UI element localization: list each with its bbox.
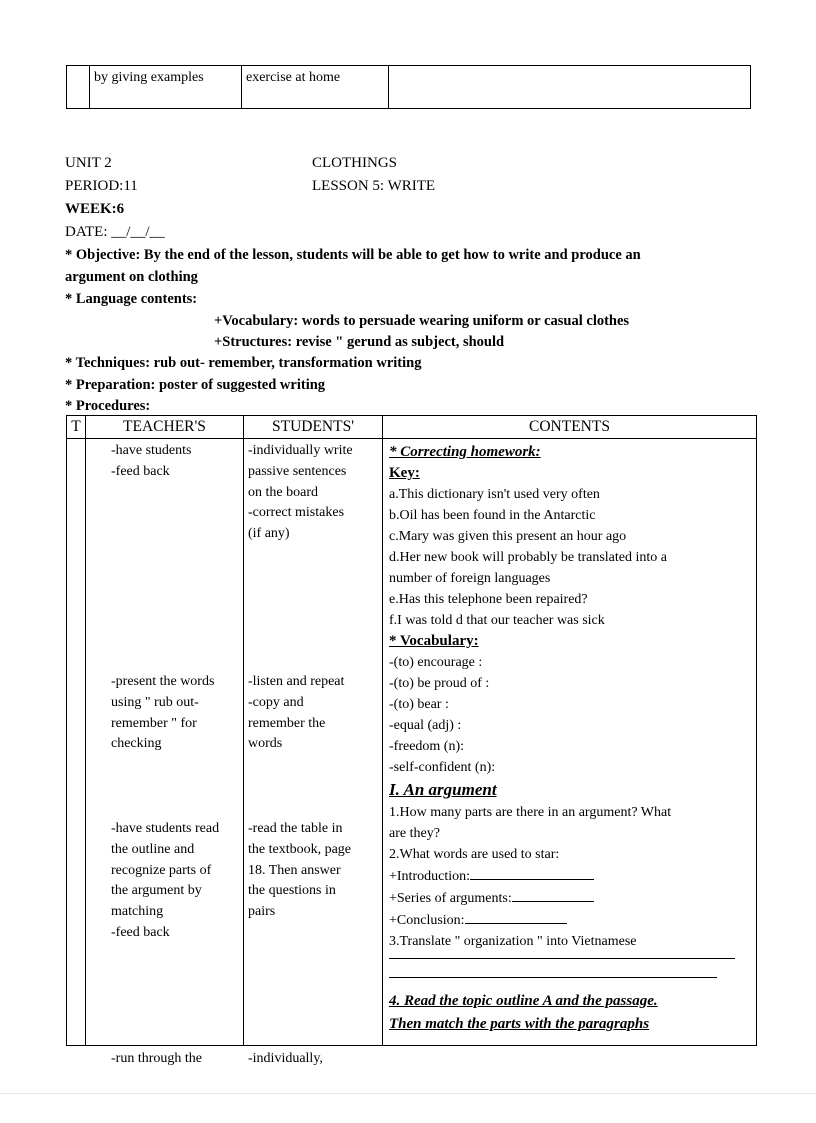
read-outline-line-1: 4. Read the topic outline A and the passage. xyxy=(389,993,658,1009)
series-line xyxy=(389,887,756,909)
week-label: WEEK:6 xyxy=(65,201,125,217)
vocab-item-5: -freedom (n): xyxy=(389,739,465,754)
top-cell-3: exercise at home xyxy=(242,66,389,109)
page-bottom-divider xyxy=(0,1093,816,1094)
top-cell-2: by giving examples xyxy=(90,66,242,109)
vocab-item-1: -(to) encourage : xyxy=(389,655,483,670)
language-structures: +Structures: revise " gerund as subject, should xyxy=(214,334,505,350)
t-column xyxy=(67,439,86,1046)
students-column xyxy=(244,439,383,1066)
answer-d-line-2: number of foreign languages xyxy=(389,571,551,586)
students-block-3: -read the table in the textbook, page 18. Then answer the questions in pairs xyxy=(248,821,352,920)
preparation-line: * Preparation: poster of suggested writing xyxy=(65,377,326,393)
homework-title: * Correcting homework: xyxy=(389,444,541,460)
answer-c: c.Mary was given this present an hour ago xyxy=(389,529,627,544)
period-label: PERIOD:11 xyxy=(65,178,138,194)
series-label: +Series of arguments: xyxy=(389,891,512,906)
topic-label: CLOTHINGS xyxy=(312,155,397,171)
question-2: 2.What words are used to star: xyxy=(389,847,560,862)
answer-d-line-1: d.Her new book will probably be translated into a xyxy=(389,550,667,565)
translation-blank-1 xyxy=(389,952,756,973)
top-table xyxy=(66,65,751,109)
contents-column xyxy=(383,439,757,1046)
introduction-label: +Introduction: xyxy=(389,869,470,884)
teacher-block-2: -present the words using " rub out- remember " for checking xyxy=(111,674,215,752)
teacher-block-3: -have students read the outline and recognize parts of the argument by matching -feed back xyxy=(111,821,220,940)
lesson-label: LESSON 5: WRITE xyxy=(312,178,436,194)
vocabulary-title: * Vocabulary: xyxy=(389,633,479,649)
table-header-row xyxy=(67,416,757,439)
top-cell-1 xyxy=(67,66,90,109)
answer-b: b.Oil has been found in the Antarctic xyxy=(389,508,596,523)
conclusion-line xyxy=(389,909,756,931)
introduction-line xyxy=(389,865,756,887)
top-cell-4 xyxy=(389,66,751,109)
argument-title: I. An argument xyxy=(389,780,497,799)
answer-e: e.Has this telephone been repaired? xyxy=(389,592,588,607)
students-block-2: -listen and repeat -copy and remember the words xyxy=(248,674,345,752)
question-1-line-2: are they? xyxy=(389,826,440,841)
header-students: STUDENTS' xyxy=(244,416,383,439)
read-outline-line-2: Then match the parts with the paragraphs xyxy=(389,1016,650,1032)
header-t: T xyxy=(67,416,86,439)
procedures-line: * Procedures: xyxy=(65,398,151,414)
vocab-item-2: -(to) be proud of : xyxy=(389,676,490,691)
procedures-table xyxy=(66,415,757,1066)
unit-label: UNIT 2 xyxy=(65,155,112,171)
objective-line-1: * Objective: By the end of the lesson, students will be able to get how to write and produce an xyxy=(65,247,641,263)
header-contents: CONTENTS xyxy=(383,416,757,439)
students-block-1: -individually write passive sentences on the board -correct mistakes (if any) xyxy=(248,443,353,542)
question-1-line-1: 1.How many parts are there in an argument? What xyxy=(389,805,672,820)
answer-f: f.I was told d that our teacher was sick xyxy=(389,613,605,628)
question-3: 3.Translate " organization " into Vietnamese xyxy=(389,934,637,949)
conclusion-blank xyxy=(465,909,567,924)
students-block-4: -individually, xyxy=(248,1051,323,1066)
table-body-row xyxy=(67,439,757,1046)
date-label: DATE: __/__/__ xyxy=(65,224,165,240)
vocab-item-3: -(to) bear : xyxy=(389,697,449,712)
answer-a: a.This dictionary isn't used very often xyxy=(389,487,600,502)
language-vocabulary: +Vocabulary: words to persuade wearing uniform or casual clothes xyxy=(214,313,630,329)
introduction-blank xyxy=(470,865,594,880)
key-label: Key: xyxy=(389,465,420,481)
conclusion-label: +Conclusion: xyxy=(389,913,465,928)
series-blank xyxy=(512,887,594,902)
teacher-block-1: -have students -feed back xyxy=(111,443,192,479)
objective-line-2: argument on clothing xyxy=(65,269,198,285)
teacher-block-4: -run through the xyxy=(111,1051,202,1066)
language-title: * Language contents: xyxy=(65,291,198,307)
teacher-column xyxy=(86,439,244,1066)
techniques-line: * Techniques: rub out- remember, transformation writing xyxy=(65,355,422,371)
translation-blank-2 xyxy=(389,973,756,990)
header-teacher: TEACHER'S xyxy=(86,416,244,439)
vocab-item-4: -equal (adj) : xyxy=(389,718,462,733)
vocab-item-6: -self-confident (n): xyxy=(389,760,496,775)
